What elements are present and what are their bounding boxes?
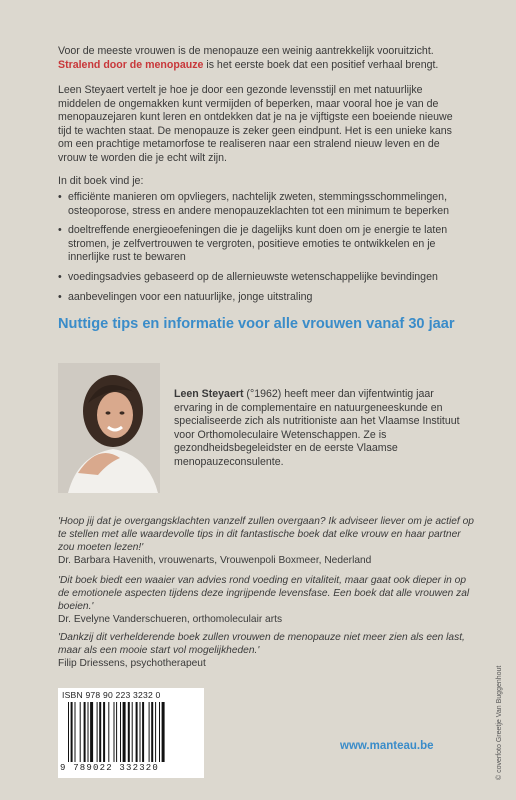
intro-line-rest: is het eerste boek dat een positief verhaal brengt. (203, 58, 439, 71)
tagline: Nuttige tips en informatie voor alle vrouwen vanaf 30 jaar (58, 316, 455, 332)
quote-text: 'Dankzij dit verhelderende boek zullen vrouwen de menopauze niet meer zien als een last, maar als een mooie start vol mogelijkheden.' (58, 632, 465, 656)
author-bio-text: (°1962) heeft meer dan vijfentwintig jaar ervaring in de complementaire en natuurgeneeskunde en specialiseerde zich als nutritioniste aan het Vlaamse Instituut voor Orthomoleculaire Wetenschappen. Ze is gezondheidsbegeleidster en de eerste Vlaamse menopauzeconsulente. (174, 388, 460, 468)
list-heading: In dit boek vind je: (58, 175, 144, 187)
book-title-highlight: Stralend door de menopauze (58, 58, 204, 71)
isbn-label: ISBN 978 90 223 3232 0 (62, 690, 161, 700)
description-paragraph: Leen Steyaert vertelt je hoe je door een gezonde levensstijl en met natuurlijke middelen de ongemakken kunt vermijden of beperken, maar vooral hoe je van de menopauzejaren kunt leren en ontdekken dat je na je vijftigste een boeiende nieuwe tijd te wachten staat. De menopauze is zeker geen eindpunt. Het is een unieke kans om een prachtige metamorfose te realiseren naar een stralend nieuw leven en de vrouw te worden die je echt wilt zijn. (58, 84, 453, 164)
barcode (58, 688, 204, 778)
quote-author: Filip Driessens, psychotherapeut (58, 658, 206, 669)
author-photo (58, 363, 160, 493)
publisher-website[interactable]: www.manteau.be (340, 740, 434, 752)
author-bio (174, 388, 474, 470)
list-item: • doeltreffende energieoefeningen die je dagelijks kunt doen om je energie te laten stromen, je zelfvertrouwen te vergroten, positieve emoties te ontwikkelen en je innerlijke rust te bewaren (58, 224, 473, 265)
barcode-digits: 9 789022 332320 (60, 763, 160, 773)
quote-block (58, 515, 478, 567)
author-name: Leen Steyaert (174, 388, 244, 400)
quote-block (58, 574, 478, 626)
quote-text: 'Dit boek biedt een waaier van advies rond voeding en vitaliteit, maar gaat ook dieper in op de emotionele aspecten tijdens deze ingrijpende levensfase. Een boek dat alle vrouwen zal boeien.' (58, 575, 470, 612)
barcode-icon (68, 702, 194, 762)
list-item: • aanbevelingen voor een natuurlijke, jonge uitstraling (58, 291, 473, 305)
photo-credit: © coverfoto Greetje Van Buggenhout (496, 665, 503, 780)
intro-paragraph (58, 45, 468, 72)
quote-author: Dr. Evelyne Vanderschueren, orthomoleculair arts (58, 614, 283, 625)
intro-line: Voor de meeste vrouwen is de menopauze een weinig aantrekkelijk vooruitzicht. (58, 45, 434, 57)
feature-list (58, 191, 473, 310)
author-photo-illustration (58, 363, 160, 493)
quote-text: 'Hoop jij dat je overgangsklachten vanzelf zullen overgaan? Ik adviseer liever om je actief op te stellen met alle waardevolle tips in dit fantastische boek dat elke vrouw en haar partner zou moeten lezen!' (58, 516, 474, 553)
list-item: • efficiënte manieren om opvliegers, nachtelijk zweten, stemmingsschommelingen, osteoporose, stress en andere menopauzeklachten tot een minimum te beperken (58, 191, 473, 218)
quote-block (58, 631, 478, 670)
list-item: • voedingsadvies gebaseerd op de allernieuwste wetenschappelijke bevindingen (58, 271, 473, 285)
quote-author: Dr. Barbara Havenith, vrouwenarts, Vrouwenpoli Boxmeer, Nederland (58, 555, 372, 566)
